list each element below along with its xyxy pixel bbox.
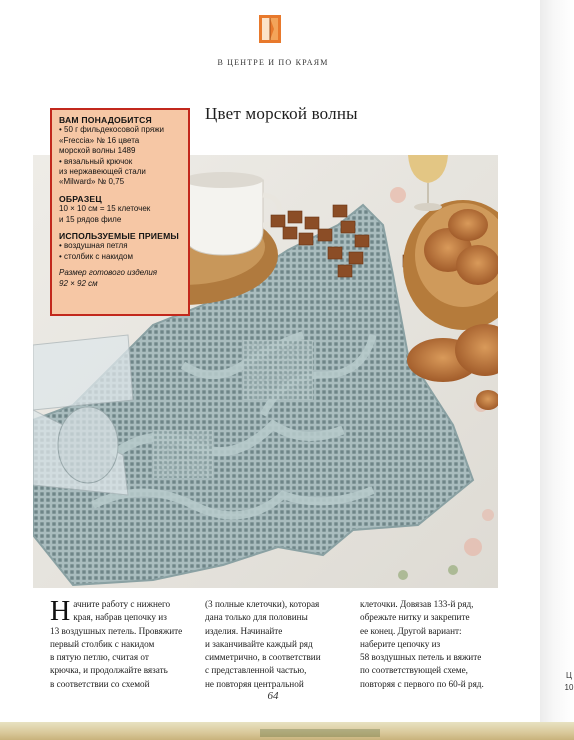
drop-cap: Н — [50, 596, 71, 627]
materials-line: «Milward» № 0,75 — [59, 177, 125, 187]
article-title: Цвет морской волны — [205, 104, 358, 123]
body-line: не повторяя центральной — [205, 678, 304, 689]
body-line: дана только для половины — [205, 612, 308, 623]
facing-page-edge — [540, 0, 574, 740]
body-line: в пятую петлю, считая от — [50, 652, 149, 663]
materials-info-box — [50, 108, 190, 316]
techniques-heading: ИСПОЛЬЗУЕМЫЕ ПРИЕМЫ — [59, 231, 180, 242]
body-line: повторяя с первого по 60-й ряд. — [360, 678, 484, 689]
finished-size-label: Размер готового изделия — [59, 268, 158, 278]
technique-item: • воздушная петля — [59, 241, 128, 251]
body-column-1 — [50, 598, 198, 691]
gauge-line: и 15 рядов филе — [59, 214, 122, 224]
facing-page-number: 10 — [564, 683, 574, 692]
body-line: края, набрав цепочку из — [73, 612, 167, 623]
materials-line: из нержавеющей стали — [59, 167, 146, 177]
body-line: обрежьте нитку и закрепите — [360, 612, 470, 623]
finished-size-value: 92 × 92 см — [59, 278, 98, 288]
section-logo-icon — [259, 15, 281, 43]
body-line: в соответствии со схемой — [50, 678, 150, 689]
body-line: симметрично, в соответствии — [205, 652, 321, 663]
body-column-3 — [360, 598, 510, 691]
page-number: 64 — [267, 690, 279, 702]
body-line: ачните работу с нижнего — [73, 599, 171, 609]
technique-item: • столбик с накидом — [59, 251, 133, 261]
body-line: крючка, и продолжайте вязать — [50, 665, 168, 676]
body-line: 13 воздушных петель. Провяжите — [50, 625, 183, 636]
body-column-2 — [205, 598, 355, 691]
body-line: клеточки. Довязав 133-й ряд, — [360, 599, 474, 609]
materials-line: «Freccia» № 16 цвета — [59, 135, 140, 145]
gauge-line: 10 × 10 см = 15 клеточек — [59, 204, 151, 214]
body-line: ее конец. Другой вариант: — [360, 625, 462, 636]
body-line: наберите цепочку из — [360, 638, 441, 649]
facing-page-letter: Ц — [566, 671, 572, 680]
body-line: с представленной частью, — [205, 665, 307, 676]
materials-heading: ВАМ ПОНАДОБИТСЯ — [59, 115, 152, 125]
gauge-heading: ОБРАЗЕЦ — [59, 193, 102, 204]
materials-line: • вязальный крючок — [59, 156, 133, 166]
body-line: (3 полные клеточки), которая — [205, 599, 320, 609]
body-line: первый столбик с накидом — [50, 638, 155, 649]
body-line: 58 воздушных петель и вяжите — [360, 652, 482, 663]
section-label: В ЦЕНТРЕ И ПО КРАЯМ — [217, 58, 329, 67]
materials-line: • 50 г фильдекосовой пряжи — [59, 125, 165, 135]
bottom-scan-edge — [0, 722, 574, 740]
facing-page-fragment — [564, 670, 574, 694]
body-line: изделия. Начинайте — [205, 625, 283, 636]
body-line: по соответствующей схеме, — [360, 665, 468, 676]
body-line: и заканчивайте каждый ряд — [205, 638, 313, 649]
materials-line: морской волны 1489 — [59, 146, 136, 156]
